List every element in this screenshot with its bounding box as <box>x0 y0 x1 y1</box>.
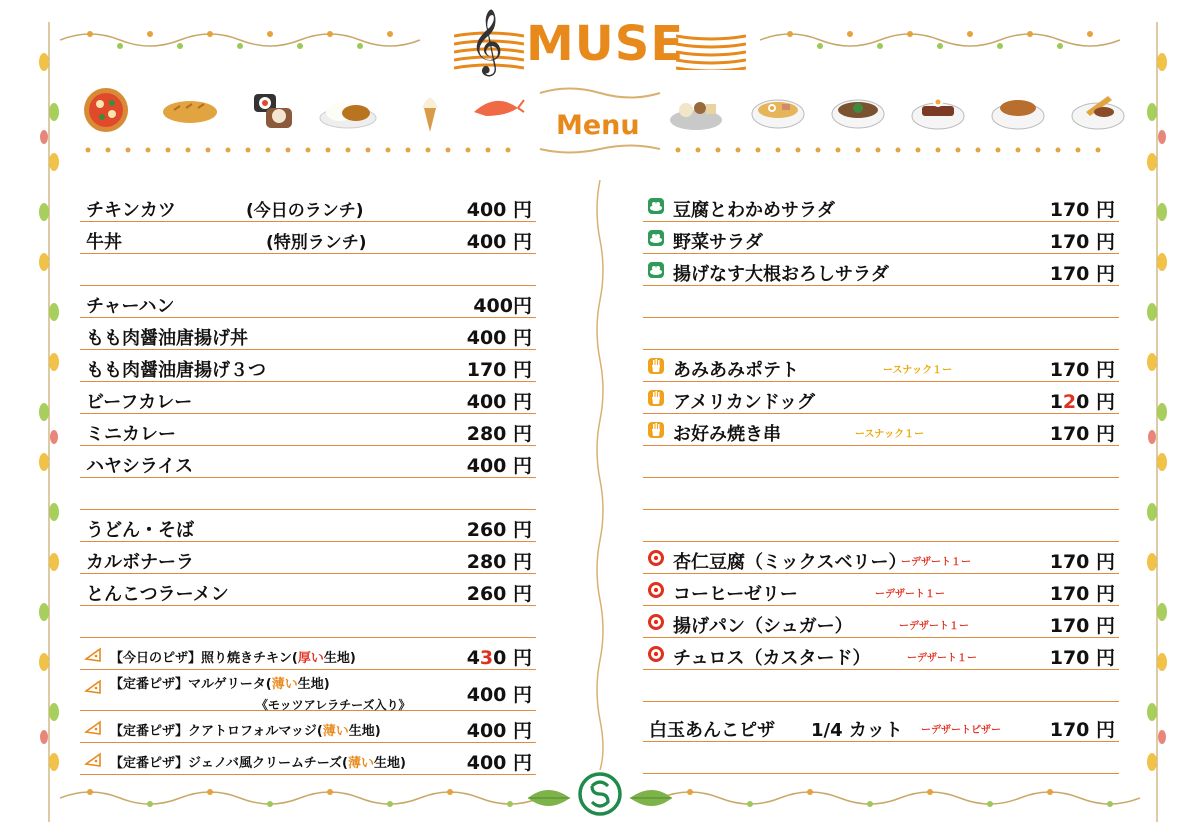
treble-clef-icon: 𝄞 <box>470 9 504 74</box>
item-name: 野菜サラダ <box>673 232 763 253</box>
school-logo-icon <box>578 772 622 816</box>
menu-row-empty <box>80 478 536 510</box>
item-name: もも肉醤油唐揚げ３つ <box>86 360 266 381</box>
fries-icon <box>647 357 665 375</box>
item-price: 400 円 <box>466 684 532 706</box>
menu-row-empty <box>643 742 1119 774</box>
item-price: 280 円 <box>466 551 532 573</box>
pizza-slice-icon <box>84 645 102 663</box>
menu-row <box>643 414 1119 446</box>
item-name: もも肉醤油唐揚げ丼 <box>86 328 248 349</box>
menu-row <box>643 542 1119 574</box>
item-price: 170 円 <box>1049 647 1115 669</box>
salad-icon <box>647 197 665 215</box>
menu-row <box>643 350 1119 382</box>
page-title: MUSE <box>526 16 685 72</box>
menu-row <box>643 222 1119 254</box>
header-ornament-icon <box>538 84 662 102</box>
fries-icon <box>647 389 665 407</box>
menu-row-empty <box>643 446 1119 478</box>
item-price: 400円 <box>473 295 532 317</box>
menu-row <box>80 414 536 446</box>
shrimp-icon <box>466 86 526 134</box>
item-name: チャーハン <box>86 296 175 317</box>
item-price: 170 円 <box>1049 583 1115 605</box>
menu-row <box>80 382 536 414</box>
leaf-right-icon <box>628 786 676 810</box>
bread-icon <box>160 86 220 134</box>
item-name: チュロス（カスタード） <box>673 648 871 669</box>
item-name: 【定番ピザ】クアトロフォルマッジ(薄い生地) <box>110 724 381 739</box>
item-name: 杏仁豆腐（ミックスベリー） <box>673 552 907 573</box>
item-price: 170 円 <box>1049 359 1115 381</box>
item-name: 揚げなす大根おろしサラダ <box>673 264 889 285</box>
leaf-left-icon <box>524 786 572 810</box>
menu-row <box>80 318 536 350</box>
item-price: 400 円 <box>466 391 532 413</box>
right-dot-ornament <box>672 143 1120 157</box>
menu-row <box>80 350 536 382</box>
item-name: 豆腐とわかめサラダ <box>673 200 835 221</box>
pizza-row <box>80 670 536 711</box>
noodle-bowl-icon <box>828 86 888 134</box>
pizza-slice-icon <box>84 750 102 768</box>
salad-icon <box>647 261 665 279</box>
item-price: 400 円 <box>466 327 532 349</box>
oden-icon <box>666 86 726 134</box>
pizza-icon <box>76 86 136 134</box>
item-price: 170 円 <box>1049 423 1115 445</box>
item-price: 170 円 <box>1049 199 1115 221</box>
item-subnote: 《モッツアレラチーズ入り》 <box>256 698 411 712</box>
item-category-tag: ーデザート１ー <box>875 589 945 600</box>
subtitle-ornament-icon <box>538 142 662 156</box>
menu-row <box>80 510 536 542</box>
item-price: 170 円 <box>1049 263 1115 285</box>
item-name: とんこつラーメン <box>86 584 229 605</box>
column-divider <box>594 180 606 770</box>
donut-icon <box>647 581 665 599</box>
item-name: 白玉あんこピザ 1/4 カット <box>649 720 903 741</box>
menu-row <box>643 606 1119 638</box>
menu-row <box>643 382 1119 414</box>
item-price: 170 円 <box>1049 231 1115 253</box>
menu-row-empty <box>643 670 1119 702</box>
katsu-bowl-icon <box>988 86 1048 134</box>
item-category-tag: ーデザート１ー <box>899 621 969 632</box>
item-name: アメリカンドッグ <box>673 392 816 413</box>
item-price: 400 円 <box>466 752 532 774</box>
left-vine-border <box>38 22 60 822</box>
item-category-tag: ースナック１ー <box>855 429 925 440</box>
menu-row-empty <box>80 606 536 638</box>
pizza-slice-icon <box>84 718 102 736</box>
pizza-slice-icon <box>84 677 102 695</box>
menu-row <box>643 574 1119 606</box>
menu-row <box>643 190 1119 222</box>
item-name: コーヒーゼリー <box>673 584 798 605</box>
item-price: 260 円 <box>466 583 532 605</box>
ramen-icon <box>748 86 808 134</box>
item-name: ビーフカレー <box>86 392 193 413</box>
tendon-icon <box>1068 86 1128 134</box>
item-name: ミニカレー <box>86 424 176 445</box>
item-name: 【定番ピザ】ジェノバ風クリームチーズ(薄い生地) <box>110 756 406 771</box>
item-name: お好み焼き串 <box>673 424 781 445</box>
item-name: 揚げパン（シュガー） <box>673 616 853 637</box>
menu-row <box>643 254 1119 286</box>
item-price: 170 円 <box>466 359 532 381</box>
soft-serve-icon <box>400 86 460 134</box>
menu-row <box>80 446 536 478</box>
menu-row-empty <box>643 478 1119 510</box>
item-name: 【今日のピザ】照り焼きチキン(厚い生地) <box>110 651 356 666</box>
item-category-tag: ーデザート１ー <box>907 653 977 664</box>
item-price: 170 円 <box>1049 719 1115 741</box>
steak-rice-icon <box>908 86 968 134</box>
donut-icon <box>647 549 665 567</box>
item-name: うどん・そば <box>86 520 194 541</box>
left-dot-ornament <box>82 143 528 157</box>
donut-icon <box>647 613 665 631</box>
item-price: 260 円 <box>466 519 532 541</box>
right-vine-border <box>1146 22 1168 822</box>
item-name: あみあみポテト <box>673 360 799 381</box>
menu-row-empty <box>643 318 1119 350</box>
menu-row <box>643 710 1119 742</box>
item-note: (特別ランチ) <box>266 233 367 253</box>
item-price: 400 円 <box>466 720 532 742</box>
item-category-tag: ーデザートピザー <box>921 725 1001 736</box>
menu-row-empty <box>643 286 1119 318</box>
sushi-roll-icon <box>242 86 302 134</box>
menu-row <box>80 574 536 606</box>
fries-icon <box>647 421 665 439</box>
menu-row <box>80 222 536 254</box>
item-price: 400 円 <box>466 231 532 253</box>
item-name: 牛丼 <box>86 232 122 253</box>
item-name: 【定番ピザ】マルゲリータ(薄い生地) <box>110 677 330 692</box>
item-price: 430 円 <box>466 647 532 669</box>
menu-row <box>80 542 536 574</box>
item-category-tag: ーデザート１ー <box>901 557 971 568</box>
menu-row <box>643 638 1119 670</box>
music-staff-right-icon <box>676 30 746 70</box>
item-name: カルボナーラ <box>86 552 194 573</box>
item-price: 120 円 <box>1049 391 1115 413</box>
item-price: 280 円 <box>466 423 532 445</box>
menu-row-empty <box>643 510 1119 542</box>
item-price: 400 円 <box>466 455 532 477</box>
menu-row-empty <box>80 254 536 286</box>
menu-row <box>80 286 536 318</box>
item-note: (今日のランチ) <box>246 201 364 221</box>
donut-icon <box>647 645 665 663</box>
pizza-row <box>80 743 536 775</box>
item-category-tag: ースナック１ー <box>883 365 953 376</box>
curry-rice-icon <box>318 86 378 134</box>
item-price: 170 円 <box>1049 551 1115 573</box>
item-price: 170 円 <box>1049 615 1115 637</box>
salad-icon <box>647 229 665 247</box>
pizza-row <box>80 711 536 743</box>
menu-subtitle: Menu <box>556 110 640 141</box>
menu-row <box>80 190 536 222</box>
item-price: 400 円 <box>466 199 532 221</box>
item-name: チキンカツ <box>86 200 176 221</box>
pizza-row <box>80 638 536 670</box>
item-name: ハヤシライス <box>86 456 194 477</box>
